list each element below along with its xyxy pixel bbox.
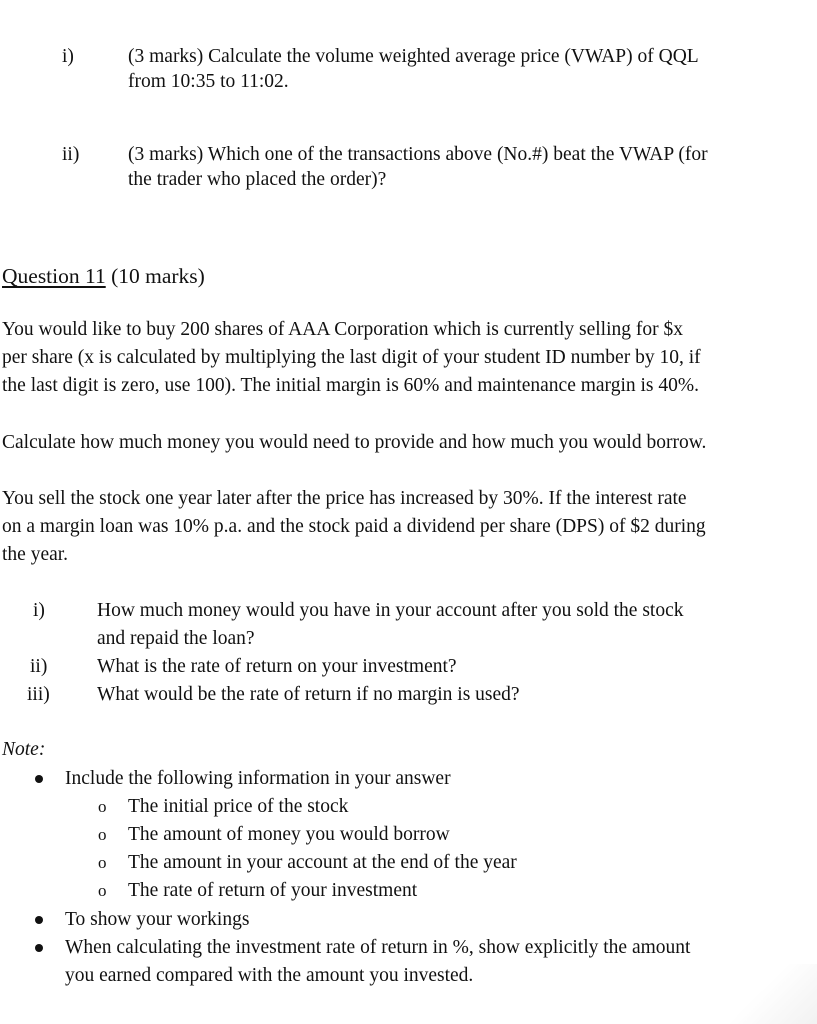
note-sub-bullet-1: The initial price of the stock bbox=[128, 796, 349, 817]
prev-part-ii-line-1: (3 marks) Which one of the transactions above (No.#) beat the VWAP (for bbox=[128, 144, 708, 165]
prev-part-ii-numeral: ii) bbox=[62, 144, 80, 165]
subq-iii-numeral: iii) bbox=[27, 684, 50, 705]
note-sub-bullet-3: The amount in your account at the end of the year bbox=[128, 852, 517, 873]
para3-line-1: You sell the stock one year later after the price has increased by 30%. If the interest rate bbox=[2, 488, 687, 509]
para1-line-3: the last digit is zero, use 100). The initial margin is 60% and maintenance margin is 40%. bbox=[2, 375, 699, 396]
prev-part-i-line-1: (3 marks) Calculate the volume weighted average price (VWAP) of QQL bbox=[128, 46, 699, 67]
note-sub-bullet-2: The amount of money you would borrow bbox=[128, 824, 450, 845]
bullet-icon bbox=[35, 916, 43, 924]
circle-bullet-icon: o bbox=[98, 797, 107, 816]
question-marks: (10 marks) bbox=[105, 264, 205, 288]
para1-line-1: You would like to buy 200 shares of AAA Corporation which is currently selling for $x bbox=[2, 319, 683, 340]
subq-iii-line-1: What would be the rate of return if no margin is used? bbox=[97, 684, 520, 705]
para1-line-2: per share (x is calculated by multiplying the last digit of your student ID number by 10, if bbox=[2, 347, 701, 368]
subq-i-line-2: and repaid the loan? bbox=[97, 628, 255, 649]
subq-ii-numeral: ii) bbox=[30, 656, 48, 677]
prev-part-i-line-2: from 10:35 to 11:02. bbox=[128, 71, 289, 92]
note-label: Note: bbox=[2, 739, 46, 760]
note-bullet-3-line-2: you earned compared with the amount you invested. bbox=[65, 965, 474, 986]
para2: Calculate how much money you would need to provide and how much you would borrow. bbox=[2, 432, 707, 453]
subq-i-numeral: i) bbox=[33, 600, 45, 621]
circle-bullet-icon: o bbox=[98, 853, 107, 872]
subq-i-line-1: How much money would you have in your account after you sold the stock bbox=[97, 600, 684, 621]
prev-part-ii-line-2: the trader who placed the order)? bbox=[128, 169, 387, 190]
note-bullet-3-line-1: When calculating the investment rate of return in %, show explicitly the amount bbox=[65, 937, 691, 958]
question-title: Question 11 bbox=[2, 264, 106, 288]
para3-line-3: the year. bbox=[2, 544, 69, 565]
bullet-icon bbox=[35, 775, 43, 783]
circle-bullet-icon: o bbox=[98, 881, 107, 900]
subq-ii-line-1: What is the rate of return on your investment? bbox=[97, 656, 457, 677]
para3-line-2: on a margin loan was 10% p.a. and the stock paid a dividend per share (DPS) of $2 during bbox=[2, 516, 706, 537]
circle-bullet-icon: o bbox=[98, 825, 107, 844]
note-bullet-2: To show your workings bbox=[65, 909, 250, 930]
note-bullet-1: Include the following information in your answer bbox=[65, 768, 451, 789]
question-heading bbox=[2, 263, 205, 290]
prev-part-i-numeral: i) bbox=[62, 46, 74, 67]
corner-shadow bbox=[727, 964, 817, 1024]
bullet-icon bbox=[35, 944, 43, 952]
note-sub-bullet-4: The rate of return of your investment bbox=[128, 880, 418, 901]
